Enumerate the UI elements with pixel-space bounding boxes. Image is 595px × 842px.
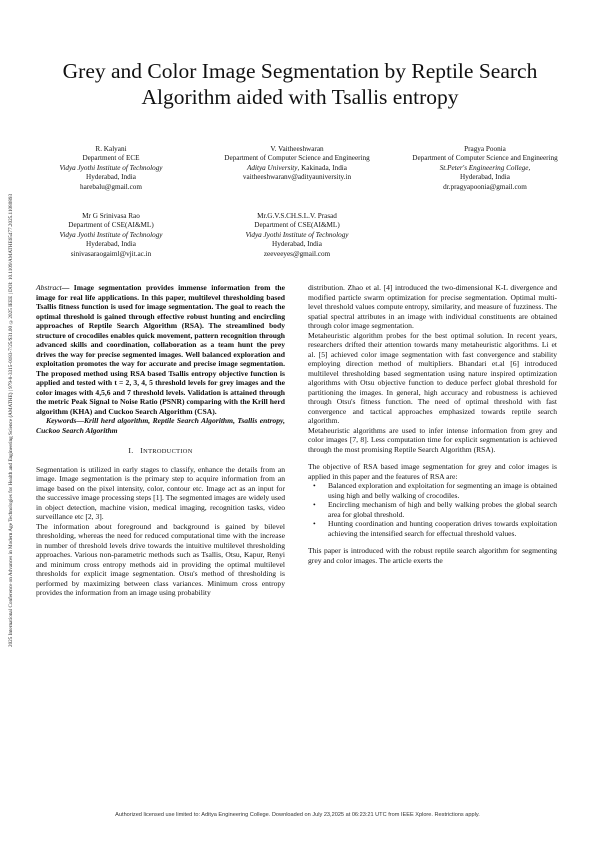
section-title-initial: I [140,446,144,455]
list-item: • Encircling mechanism of high and belly walking probes the global search area for global threshold. [322,500,557,519]
abstract-label: Abstract [36,283,62,292]
author-city: Hyderabad, India [272,240,322,249]
body-paragraph: The information about foreground and background is gained by bilevel thresholding, whereas the need for reduced computational time with the increase in number of threshold levels drive towards the intuitive multilevel thresholding approaches. Various non-parametric methods such as Tsallis, Otsu, Kapur, Renyi and minimum cross entropy methods aid in providing the optimal multilevel thresholds for explicit image segmentation. Otsu's method of thresholding is performed by maximizing between class variances. Minimum cross entropy provides the information from an image using probability [36,521,285,597]
feature-list [308,481,557,538]
paper-title: Grey and Color Image Segmentation by Reptile Search Algorithm aided with Tsallis entropy [62,59,538,109]
author-dept: Department of Computer Science and Engineering [412,154,558,163]
author-institution: Aditya University [247,163,298,172]
author-email: vaitheeshwaranv@adityauniversity.in [242,173,352,182]
left-column [36,283,285,598]
author-name: V. Vaitheeshwaran [270,145,324,153]
body-paragraph: Metaheuristic algorithm probes for the best optimal solution. In recent years, researchers drifted their attention towards many metaheuristic algorithms. Li et al. [5] achieved color image segmentation with fast convergence and stability employing direction method of multipliers. Bhandari et.al [6] introduced multilevel thresholding based segmentation using nature inspired optimization algorithms with Otsu objective function to deduce perfect global threshold for partitioning the images. In general, high accuracy and robustness is achieved through Otsu's fitness function. The need of optimal threshold with fast convergence and tactical approaches emphasized towards reptile search algorithm. [308,330,557,425]
objective-intro: The objective of RSA based image segmentation for grey and color images is applied in this paper and the features of RSA are: [308,462,557,481]
section-number: I. [128,446,134,455]
author-block-4 [36,212,186,259]
author-block-3 [410,145,560,192]
author-name: Mr G Srinivasa Rao [82,212,140,220]
author-institution: Vidya Jyothi Institute of Technology [59,163,163,172]
author-dept: Department of CSE(AI&ML) [254,221,340,230]
author-city: Hyderabad, India [86,173,136,182]
body-paragraph: distribution. Zhao et al. [4] introduced the two-dimensional K-L divergence and modified particle swarm optimization for precise segmentation. Optimal multi-level threshold values compute entropy, similarity, and measure of fuzziness. The spatial spectral attributes in an image with individual constituents are obtained through color image segmentation. [308,283,557,330]
author-block-5 [222,212,372,259]
abstract-text: — Image segmentation provides immense information from the image for real life applications. In this paper, multilevel thresholding based Tsallis fitness function is used for image segmentation. The goal to reach the optimal threshold is gained through effective robust hunting and encircling approaches of Reptile Search Algorithm (RSA). The streamlined body structure of crocodiles enables quick movement, pattern recognition through advanced skills and coordination, collaboration as a team hunt the prey drives the way for precise segmented images. Well balanced exploration and exploitation promotes the way for accurate and precise image segmentation. The proposed method using RSA based Tsallis entropy objective function is applied and tested with t = 2, 3, 4, 5 threshold levels for grey images and the color images with 4,5,6 and 7 threshold levels. Validation is attained through the metric Peak Signal to Noise Ratio (PSNR) comparing with the Krill herd algorithm (KHA) and Cuckoo Search Algorithm (CSA). [36,283,285,416]
list-item: • Hunting coordination and hunting cooperation drives towards exploitation achieving the intensified search for effectual threshold values. [322,519,557,538]
author-city: Hyderabad, India [86,240,136,249]
author-institution: St.Peter's Engineering College, [439,163,531,172]
author-institution: Vidya Jyothi Institute of Technology [59,230,163,239]
author-city: Hyderabad, India [460,173,510,182]
ieee-citation-sidebar: 2025 International Conference on Advances in Modern Age Technologies for Health and Engineering Science (AMATHE) | 979-8-3315-0183-7/25/$31.00 ©2025 IEEE | DOI: 10.1109/AMATHE65477.2025.11080893 [8,193,14,647]
author-name: Pragya Poonia [464,145,506,153]
author-name: Mr.G.V.S.CH.S.L.V. Prasad [257,212,337,220]
author-dept: Department of Computer Science and Engineering [224,154,370,163]
author-name: R. Kalyani [95,145,127,153]
section-heading [36,446,285,457]
body-paragraph: Metaheuristic algorithms are used to infer intense information from grey and color images [7, 8]. Less computation time for explicit segmentation is achieved through the most promising Reptile Search Algorithm (RSA). [308,425,557,454]
author-email: harebalu@gmail.com [80,182,142,191]
author-block-1 [36,145,186,192]
body-paragraph: This paper is introduced with the robust reptile search algorithm for segmenting grey and color images. The article exerts the [308,546,557,565]
author-dept: Department of ECE [82,154,140,163]
author-email: zeeveeyes@gmail.com [263,249,331,258]
keywords: Keywords—Krill herd algorithm, Reptile Search Algorithm, Tsallis entropy, Cuckoo Search Algorithm [36,416,285,435]
list-item: • Balanced exploration and exploitation for segmenting an image is obtained using high and belly walking of crocodiles. [322,481,557,500]
license-footer: Authorized licensed use limited to: Aditya Engineering College. Downloaded on July 23,2025 at 06:23:21 UTC from IEEE Xplore. Restrictions apply. [115,812,480,818]
author-dept: Department of CSE(AI&ML) [68,221,154,230]
author-institution: Vidya Jyothi Institute of Technology [245,230,349,239]
section-title-rest: NTRODUCTION [143,448,193,455]
body-paragraph: Segmentation is utilized in early stages to classify, enhance the details from an image. Image segmentation is the primary step to acquire information from an image based on the pixel intensity, color, contour etc. Image act as an input for the successive image processing steps [1]. The segmented images are widely used in object detection, machine vision, medical imaging, recognition tasks, video surveillance etc [2, 3]. [36,464,285,521]
right-column [308,283,557,565]
abstract [36,283,285,416]
author-block-2 [222,145,372,183]
author-email: sinivasaraogaiml@vjit.ac.in [70,249,152,258]
author-city: , Kakinada, India [297,163,347,172]
author-email: dr.pragyapoonia@gmail.com [443,182,527,191]
